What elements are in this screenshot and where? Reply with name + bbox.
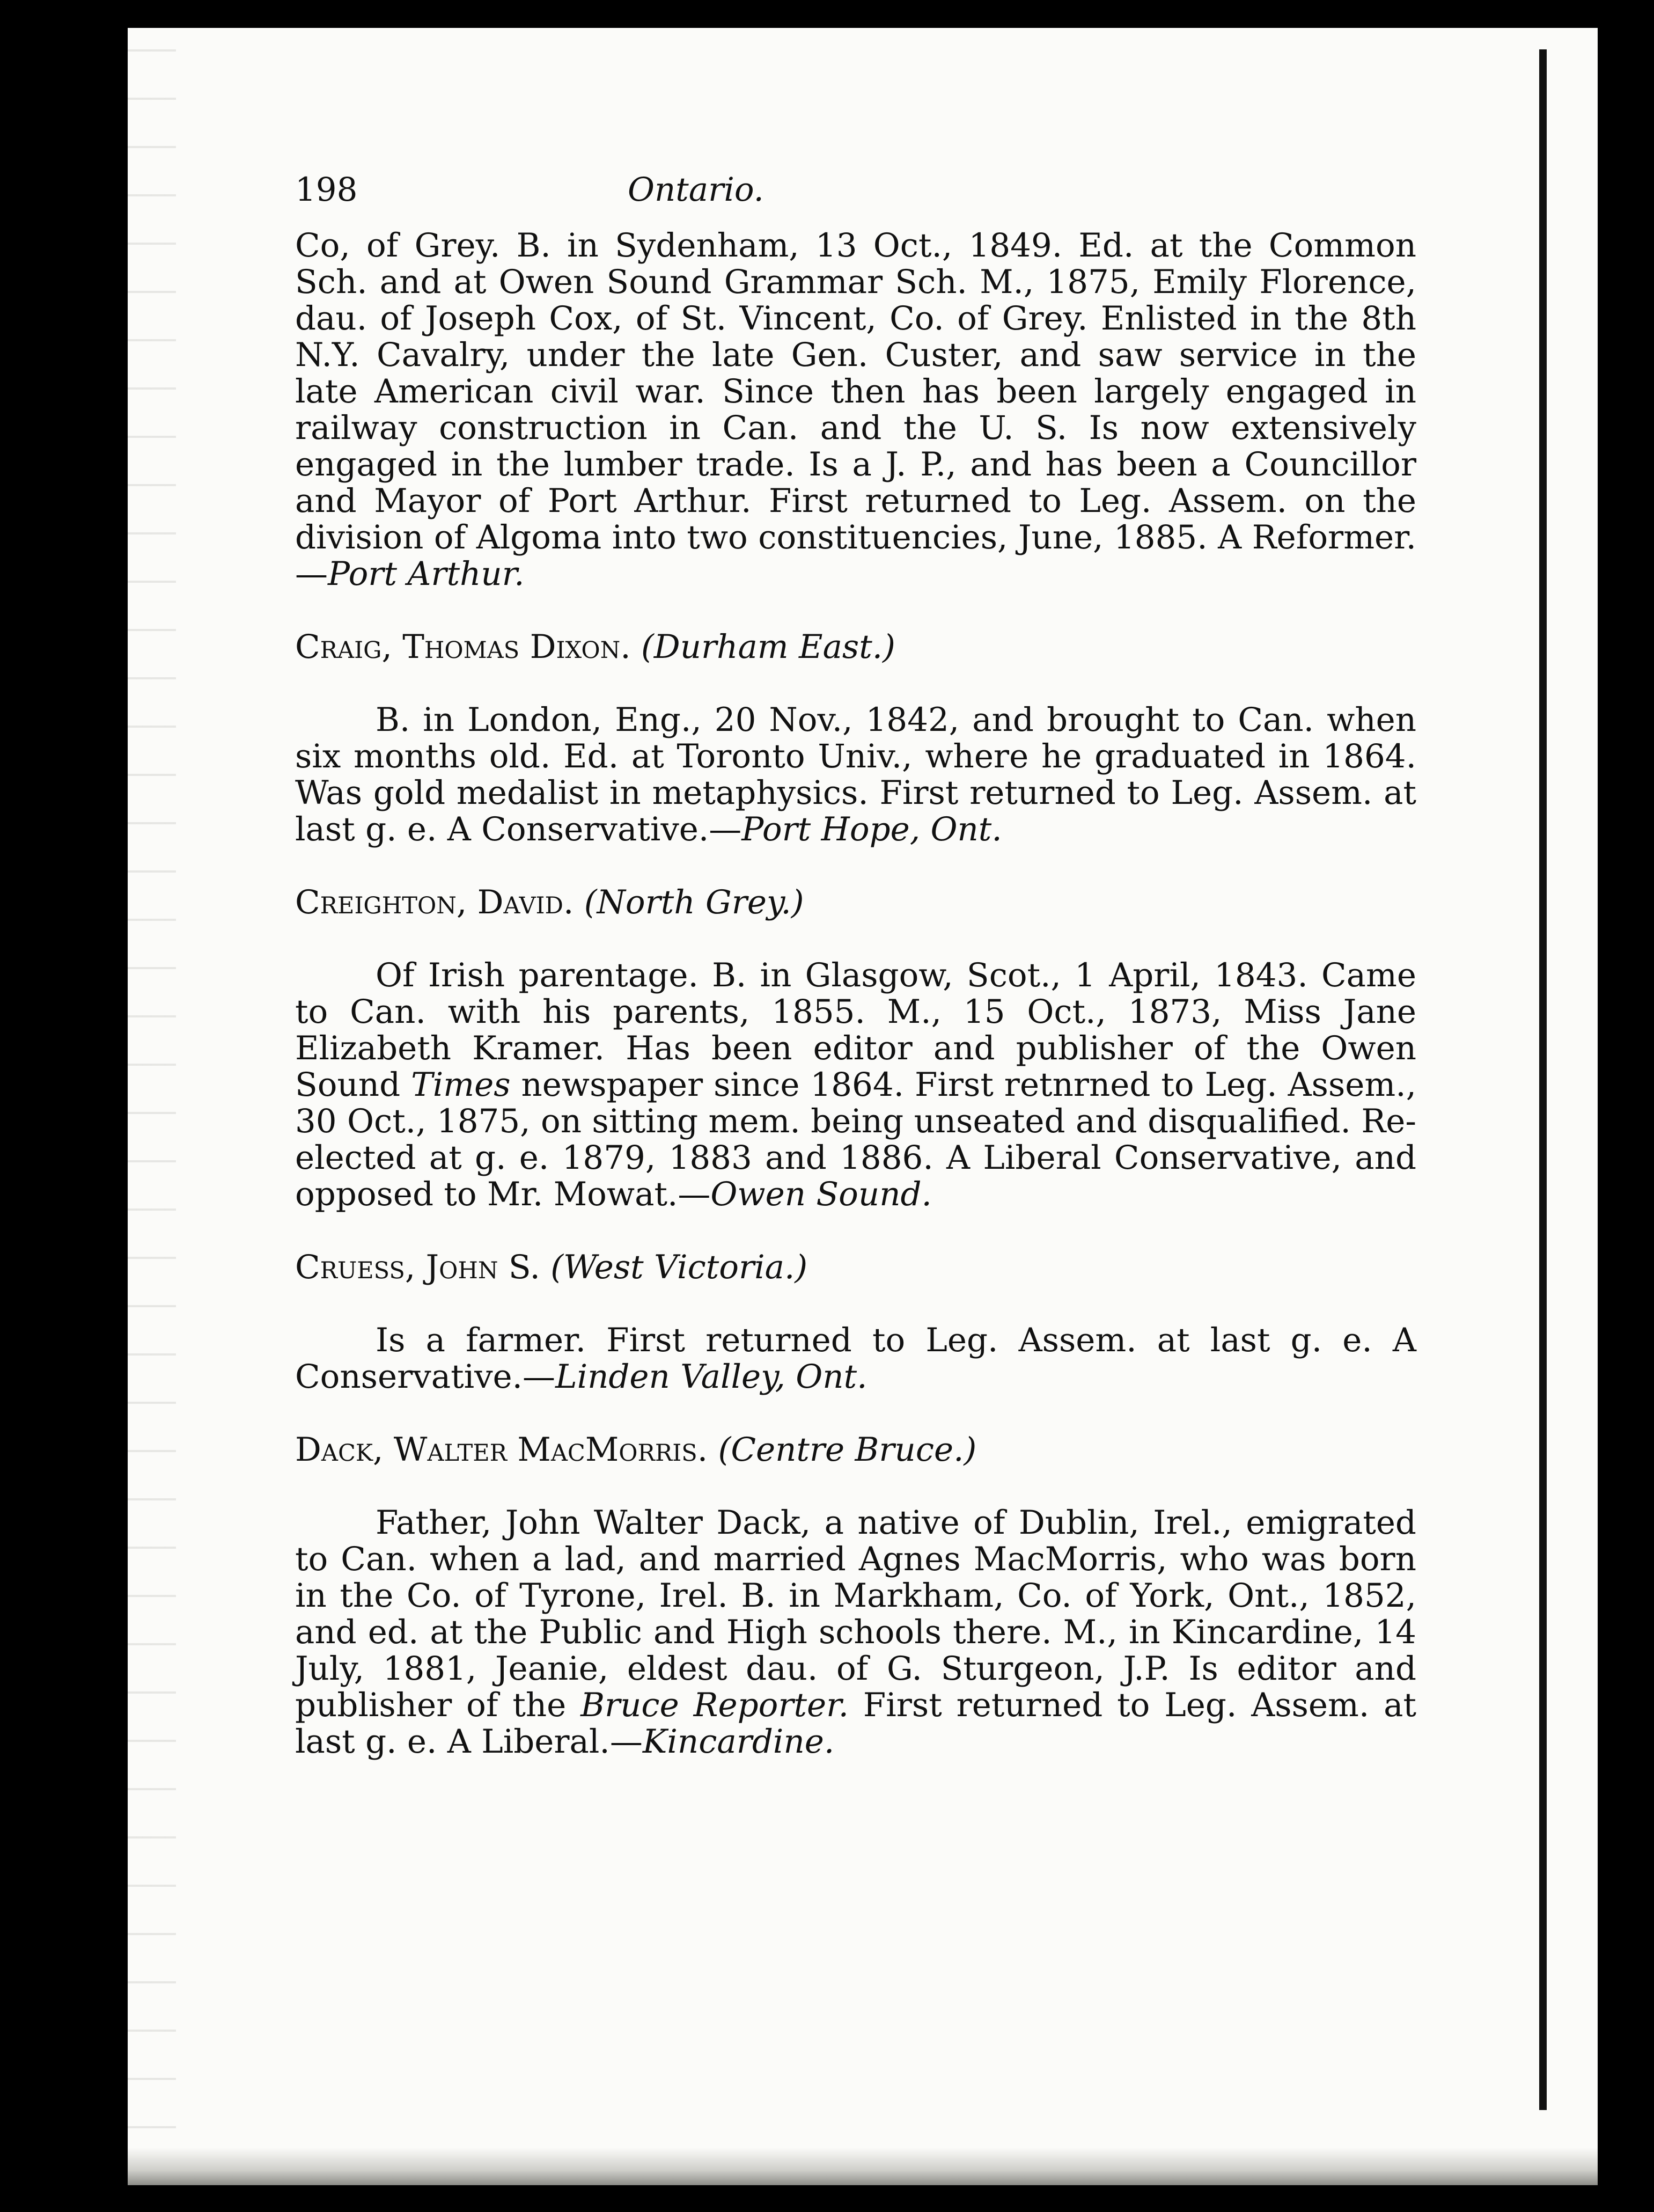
- entry-given-name: Thomas Dixon.: [402, 628, 631, 666]
- entry-paragraph: [295, 957, 1416, 1213]
- entry-cruess: [295, 1249, 1416, 1395]
- entry-constituency: (West Victoria.): [550, 1248, 808, 1286]
- entry-residence: Port Hope, Ont.: [741, 810, 1002, 848]
- entry-constituency: (Centre Bruce.): [718, 1431, 977, 1469]
- entry-paragraph: [295, 702, 1416, 848]
- entry-constituency: (North Grey.): [584, 883, 804, 921]
- entry-constituency: (Durham East.): [641, 628, 895, 666]
- entry-residence: Port Arthur.: [328, 555, 525, 593]
- page-text: [295, 172, 1416, 1760]
- entry-given-name: David.: [477, 883, 574, 921]
- entry-heading: [295, 1432, 1416, 1468]
- page-number: 198: [295, 171, 358, 209]
- entry-body: Of Irish parentage. B. in Glasgow, Scot., 1 April, 1843. Came to Can. with his parents, 1855. M., 15 Oct., 1873, Miss Jane Elizabeth Kramer. Has been editor and publisher of the Owen Sound: [295, 956, 1416, 1104]
- page-header: [295, 172, 1416, 208]
- page-edge-rule: [1539, 49, 1547, 2110]
- entry-paragraph: [295, 1505, 1416, 1760]
- entry-newspaper: Bruce Reporter.: [580, 1686, 849, 1724]
- running-title: Ontario.: [628, 171, 764, 209]
- entry-body: Father, John Walter Dack, a native of Dublin, Irel., emigrated to Can. when a lad, and married Agnes MacMorris, who was born in the Co. of Tyrone, Irel. B. in Markham, Co. of York, Ont., 1852, and ed. at the Public and High schools there. M., in Kincardine, 14 July, 1881, Jeanie, eldest dau. of G. Sturgeon, J.P. Is editor and publisher of the: [295, 1504, 1416, 1724]
- entry-residence: Owen Sound.: [710, 1175, 932, 1213]
- entry-body: Co, of Grey. B. in Sydenham, 13 Oct., 1849. Ed. at the Common Sch. and at Owen Sound Grammar Sch. M., 1875, Emily Florence, dau. of Joseph Cox, of St. Vincent, Co. of Grey. Enlisted in the 8th N.Y. Cavalry, under the late Gen. Custer, and saw service in the late American civil war. Since then has been largely engaged in railway construction in Can. and the U. S. Is now extensively engaged in the lumber trade. Is a J. P., and has been a Councillor and Mayor of Port Arthur. First returned to Leg. Assem. on the division of Algoma into two constituencies, June, 1885. A Reformer.—: [295, 226, 1416, 593]
- entry-heading: [295, 884, 1416, 921]
- entry-body: Is a farmer. First returned to Leg. Assem. at last g. e. A Conservative.—: [295, 1321, 1416, 1396]
- entry-paragraph: [295, 1322, 1416, 1395]
- entry-dack: [295, 1432, 1416, 1760]
- entry-body-end: newspaper since 1864. First retnrned to Leg. Assem., 30 Oct., 1875, on sitting mem. being unseated and disqualified. Re-elected at g. e. 1879, 1883 and 1886. A Liberal Conservative, and opposed to Mr. Mowat.—: [295, 1066, 1417, 1213]
- entry-newspaper: Times: [411, 1066, 511, 1104]
- entry-heading: [295, 1249, 1416, 1286]
- entry-residence: Kincardine.: [642, 1723, 835, 1761]
- entry-creighton: [295, 884, 1416, 1213]
- continued-entry: [295, 228, 1416, 592]
- entry-given-name: John S.: [425, 1248, 540, 1286]
- entry-heading: [295, 629, 1416, 665]
- entry-surname: Cruess,: [295, 1248, 416, 1286]
- page-gutter: [128, 28, 176, 2185]
- entry-surname: Creighton,: [295, 883, 467, 921]
- entry-given-name: Walter MacMorris.: [393, 1431, 708, 1469]
- entry-surname: Dack,: [295, 1431, 384, 1469]
- entry-body-end: First returned to Leg. Assem. at last g. e. A Liberal.—: [295, 1686, 1416, 1761]
- entry-surname: Craig,: [295, 628, 392, 666]
- entry-residence: Linden Valley, Ont.: [555, 1358, 868, 1396]
- page-bottom-edge: [128, 2148, 1598, 2185]
- entry-body: B. in London, Eng., 20 Nov., 1842, and brought to Can. when six months old. Ed. at Toronto Univ., where he graduated in 1864. Was gold medalist in metaphysics. First returned to Leg. Assem. at last g. e. A Conservative.—: [295, 701, 1416, 848]
- entry-craig: [295, 629, 1416, 848]
